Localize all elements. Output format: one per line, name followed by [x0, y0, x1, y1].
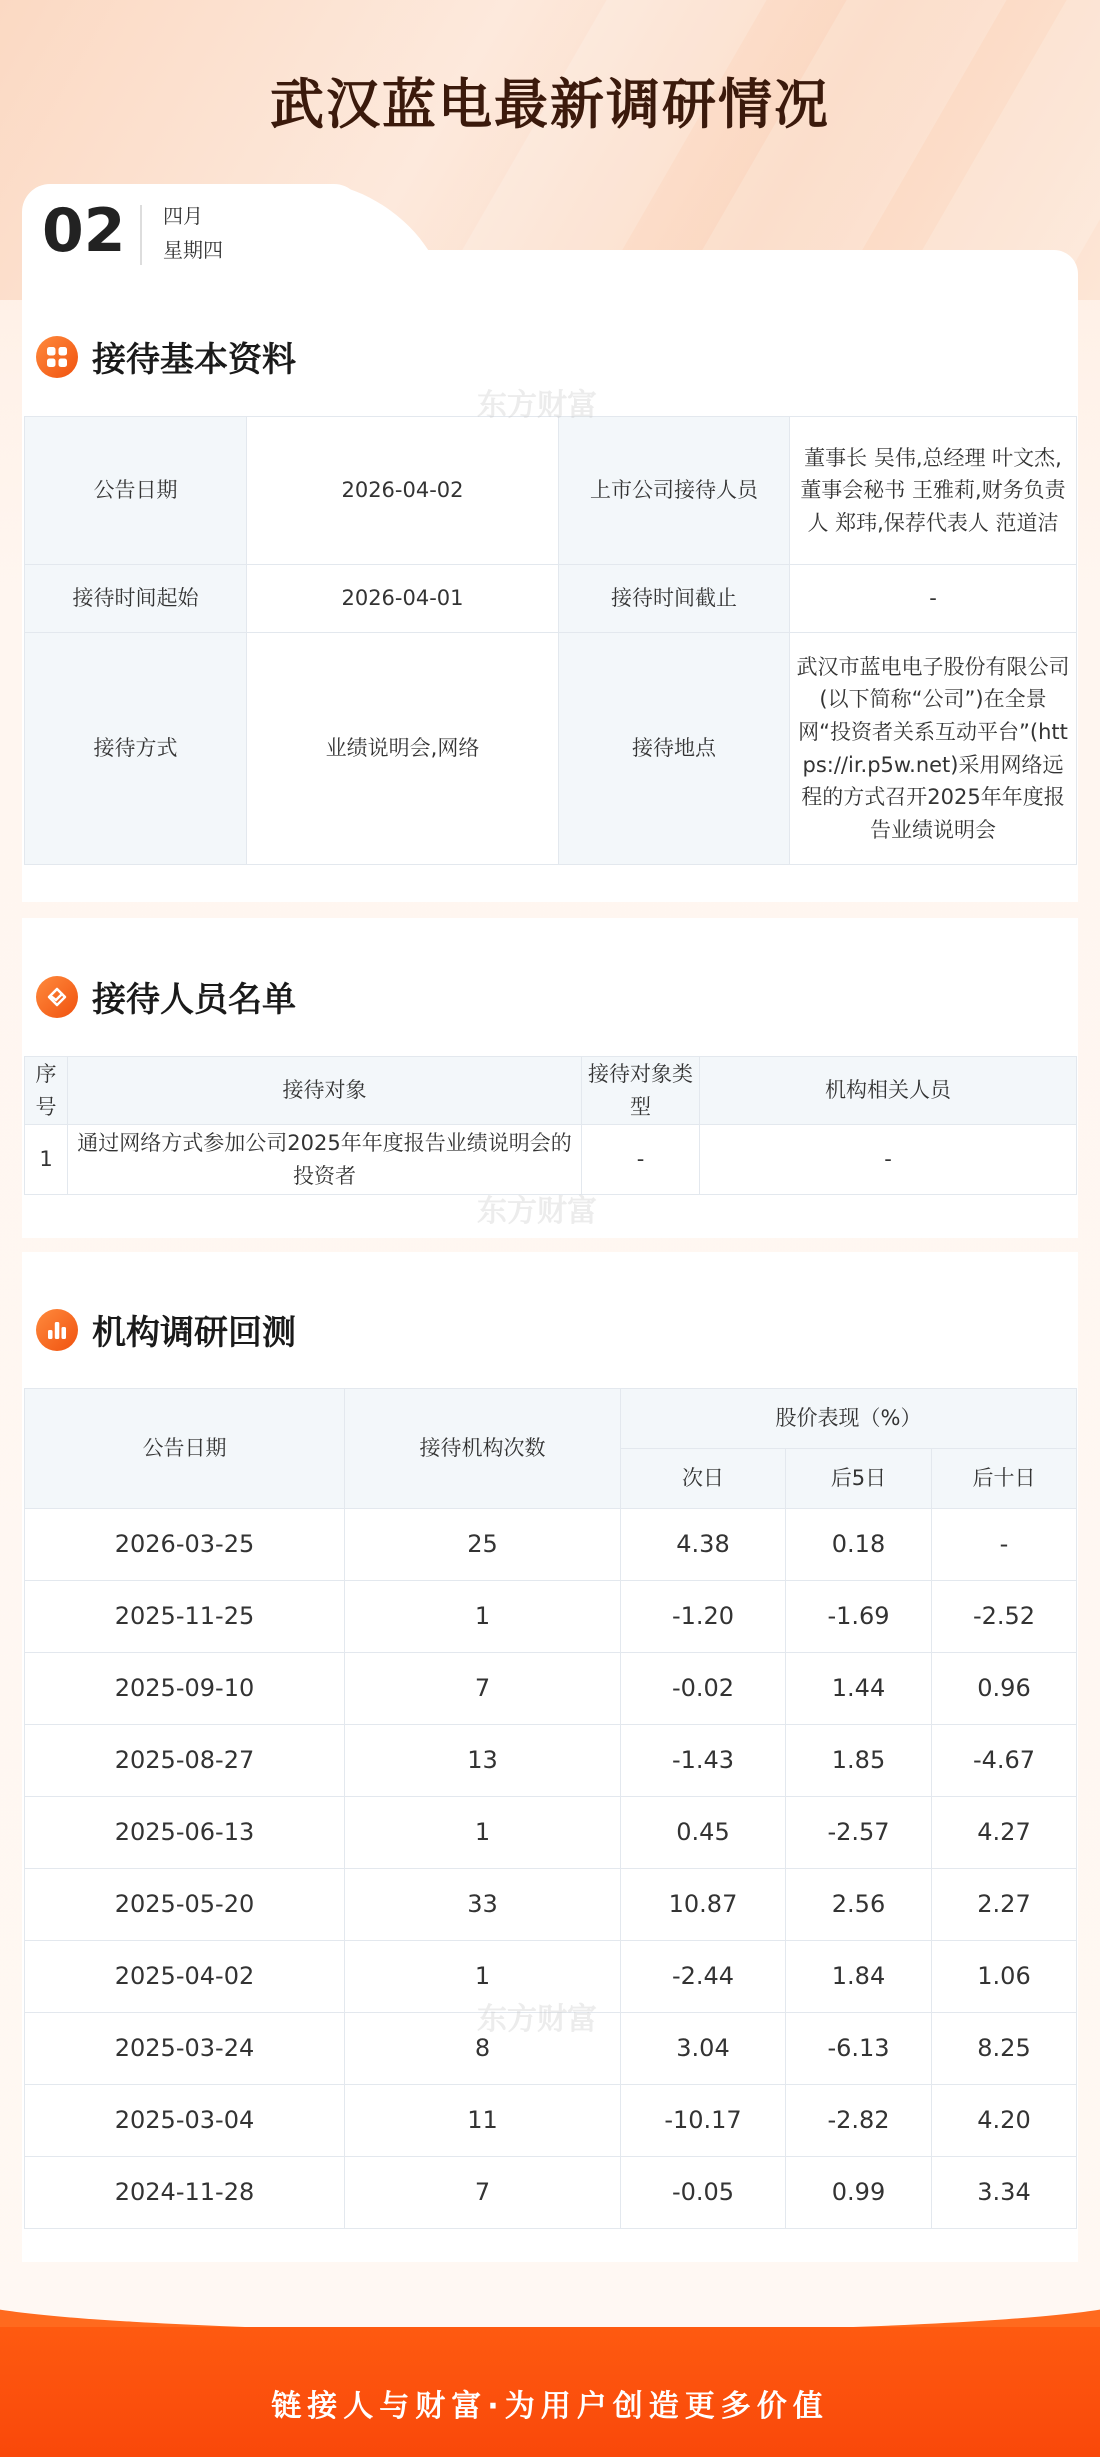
cell-5-days: 0.99: [786, 2157, 932, 2229]
cell-10-days: -2.52: [932, 1581, 1077, 1653]
date-day: 02: [42, 196, 126, 266]
cell-count: 11: [345, 2085, 621, 2157]
cell-date: 2025-03-24: [25, 2013, 345, 2085]
section-header-basic-info: [36, 332, 296, 381]
header-seq: 序号: [25, 1057, 68, 1125]
cell-count: 33: [345, 1869, 621, 1941]
basic-info-card: [22, 250, 1078, 902]
backtest-card: [22, 1252, 1078, 2307]
cell-5-days: -2.82: [786, 2085, 932, 2157]
cell-next-day: -10.17: [621, 2085, 786, 2157]
cell-5-days: -2.57: [786, 1797, 932, 1869]
label-announce-date: 公告日期: [25, 417, 247, 565]
table-row: [25, 1581, 1077, 1653]
handshake-icon: [36, 976, 78, 1018]
cell-staff: -: [700, 1125, 1077, 1195]
cell-date: 2025-06-13: [25, 1797, 345, 1869]
basic-info-table: [24, 416, 1077, 865]
footer-wave-mask: [0, 2262, 1100, 2332]
cell-next-day: -1.43: [621, 1725, 786, 1797]
cell-count: 1: [345, 1797, 621, 1869]
watermark: 东方财富: [477, 388, 597, 423]
value-start-time: 2026-04-01: [247, 565, 559, 633]
cell-date: 2025-04-02: [25, 1941, 345, 2013]
cell-next-day: 3.04: [621, 2013, 786, 2085]
label-end-time: 接待时间截止: [559, 565, 790, 633]
cell-next-day: 0.45: [621, 1797, 786, 1869]
cell-count: 1: [345, 1941, 621, 2013]
table-header-row: [25, 1389, 1077, 1449]
cell-next-day: -2.44: [621, 1941, 786, 2013]
header-target: 接待对象: [68, 1057, 582, 1125]
cell-10-days: 1.06: [932, 1941, 1077, 2013]
value-end-time: -: [790, 565, 1077, 633]
cell-5-days: -1.69: [786, 1581, 932, 1653]
cell-count: 13: [345, 1725, 621, 1797]
cell-date: 2024-11-28: [25, 2157, 345, 2229]
table-row: [25, 565, 1077, 633]
cell-count: 7: [345, 1653, 621, 1725]
cell-10-days: 4.20: [932, 2085, 1077, 2157]
cell-10-days: 8.25: [932, 2013, 1077, 2085]
cell-type: -: [582, 1125, 700, 1195]
cell-date: 2025-03-04: [25, 2085, 345, 2157]
cell-next-day: 4.38: [621, 1509, 786, 1581]
cell-5-days: 1.84: [786, 1941, 932, 2013]
watermark: 东方财富: [477, 2002, 597, 2037]
cell-count: 25: [345, 1509, 621, 1581]
cell-count: 1: [345, 1581, 621, 1653]
cell-5-days: 1.44: [786, 1653, 932, 1725]
table-row: [25, 1509, 1077, 1581]
label-company-staff: 上市公司接待人员: [559, 417, 790, 565]
cell-seq: 1: [25, 1125, 68, 1195]
cell-10-days: 0.96: [932, 1653, 1077, 1725]
table-row: [25, 2085, 1077, 2157]
cell-5-days: -6.13: [786, 2013, 932, 2085]
header-10-days: 后十日: [932, 1449, 1077, 1509]
watermark: 东方财富: [477, 1194, 597, 1229]
table-row: [25, 1869, 1077, 1941]
value-company-staff: 董事长 吴伟,总经理 叶文杰,董事会秘书 王雅莉,财务负责人 郑玮,保荐代表人 范道洁: [790, 417, 1077, 565]
table-row: [25, 417, 1077, 565]
value-location: 武汉市蓝电电子股份有限公司(以下简称“公司”)在全景网“投资者关系互动平台”(https://ir.p5w.net)采用网络远程的方式召开2025年年度报告业绩说明会: [790, 633, 1077, 865]
table-row: [25, 1725, 1077, 1797]
header-date: 公告日期: [25, 1389, 345, 1509]
cell-next-day: 10.87: [621, 1869, 786, 1941]
section-title: 机构调研回测: [92, 1313, 296, 1353]
section-header-staff-list: [36, 972, 296, 1021]
cell-10-days: -4.67: [932, 1725, 1077, 1797]
cell-5-days: 0.18: [786, 1509, 932, 1581]
staff-list-card: [22, 918, 1078, 1238]
cell-count: 7: [345, 2157, 621, 2229]
backtest-table: [24, 1388, 1077, 2229]
value-method: 业绩说明会,网络: [247, 633, 559, 865]
bar-chart-icon: [36, 1309, 78, 1351]
cell-10-days: -: [932, 1509, 1077, 1581]
cell-10-days: 3.34: [932, 2157, 1077, 2229]
cell-date: 2025-08-27: [25, 1725, 345, 1797]
table-row: [25, 1653, 1077, 1725]
cell-target: 通过网络方式参加公司2025年年度报告业绩说明会的投资者: [68, 1125, 582, 1195]
section-title: 接待人员名单: [92, 980, 296, 1020]
date-weekday: 星期四: [163, 238, 223, 262]
cell-next-day: -0.05: [621, 2157, 786, 2229]
table-row: [25, 1125, 1077, 1195]
cell-date: 2025-09-10: [25, 1653, 345, 1725]
page-title: 武汉蓝电最新调研情况: [270, 73, 830, 136]
label-method: 接待方式: [25, 633, 247, 865]
date-month: 四月: [163, 204, 203, 228]
header-next-day: 次日: [621, 1449, 786, 1509]
value-announce-date: 2026-04-02: [247, 417, 559, 565]
cell-next-day: -0.02: [621, 1653, 786, 1725]
cell-5-days: 1.85: [786, 1725, 932, 1797]
header-type: 接待对象类型: [582, 1057, 700, 1125]
header-5-days: 后5日: [786, 1449, 932, 1509]
label-location: 接待地点: [559, 633, 790, 865]
staff-list-table: [24, 1056, 1077, 1195]
section-header-backtest: [36, 1305, 296, 1354]
table-row: [25, 633, 1077, 865]
table-header-row: [25, 1057, 1077, 1125]
header-staff: 机构相关人员: [700, 1057, 1077, 1125]
cell-date: 2026-03-25: [25, 1509, 345, 1581]
cell-10-days: 2.27: [932, 1869, 1077, 1941]
date-divider: [140, 205, 142, 265]
footer-slogan: 链接人与财富·为用户创造更多价值: [271, 2389, 829, 2424]
cell-date: 2025-11-25: [25, 1581, 345, 1653]
table-row: [25, 2157, 1077, 2229]
cell-date: 2025-05-20: [25, 1869, 345, 1941]
cell-next-day: -1.20: [621, 1581, 786, 1653]
section-title: 接待基本资料: [92, 340, 296, 380]
cell-5-days: 2.56: [786, 1869, 932, 1941]
cell-10-days: 4.27: [932, 1797, 1077, 1869]
grid-icon: [36, 336, 78, 378]
label-start-time: 接待时间起始: [25, 565, 247, 633]
table-row: [25, 1797, 1077, 1869]
header-performance: 股价表现（%）: [621, 1389, 1077, 1449]
header-count: 接待机构次数: [345, 1389, 621, 1509]
cell-count: 8: [345, 2013, 621, 2085]
